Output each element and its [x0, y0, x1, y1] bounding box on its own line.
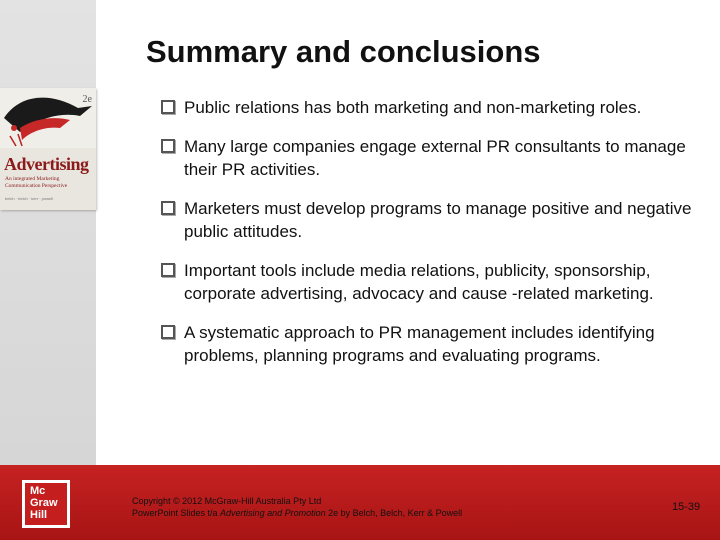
logo-text-line: Graw — [30, 497, 58, 509]
page-number: 15-39 — [672, 501, 701, 513]
checkbox-bullet-icon — [161, 201, 175, 215]
cover-title: Advertising — [4, 154, 89, 174]
checkbox-bullet-icon — [161, 325, 175, 339]
copyright-line — [132, 507, 462, 519]
cover-authors: belch · belch · kerr · powell — [5, 196, 54, 201]
bullet-item — [161, 135, 701, 181]
bullet-item — [161, 259, 701, 305]
bullet-text: A systematic approach to PR management includes identifying problems, planning programs and evaluating programs. — [184, 323, 655, 365]
bullet-text: Public relations has both marketing and non-marketing roles. — [184, 98, 642, 117]
cover-subtitle: An integrated Marketing Communication Perspective — [5, 176, 68, 189]
bullet-text: Many large companies engage external PR consultants to manage their PR activities. — [184, 137, 686, 179]
slide-title: Summary and conclusions — [146, 34, 541, 69]
logo-text-line: Hill — [30, 509, 48, 521]
checkbox-bullet-icon — [161, 100, 175, 114]
copyright-prefix: PowerPoint Slides t/a — [132, 508, 221, 518]
mcgraw-hill-logo — [22, 480, 70, 528]
bullet-item — [161, 197, 701, 243]
checkbox-bullet-icon — [161, 263, 175, 277]
copyright-book-title: Advertising and Promotion — [220, 508, 326, 518]
bullet-text: Marketers must develop programs to manage positive and negative public attitudes. — [184, 199, 692, 241]
left-sidebar-panel — [0, 0, 96, 465]
copyright-suffix: 2e by Belch, Belch, Kerr & Powell — [325, 508, 463, 518]
copyright-line: Copyright © 2012 McGraw-Hill Australia Pty Ltd — [132, 496, 322, 506]
footer-bar — [0, 465, 720, 540]
bullet-item — [161, 321, 701, 367]
book-cover-image — [0, 88, 96, 210]
checkbox-bullet-icon — [161, 139, 175, 153]
bullet-list — [161, 96, 701, 383]
cover-edition: 2e — [82, 94, 92, 105]
bullet-text: Important tools include media relations, publicity, sponsorship, corporate advertising, advocacy and cause -related marketing. — [184, 261, 654, 303]
bullet-item — [161, 96, 701, 119]
logo-text-line: Mc — [30, 485, 46, 497]
copyright-notice — [132, 495, 462, 519]
